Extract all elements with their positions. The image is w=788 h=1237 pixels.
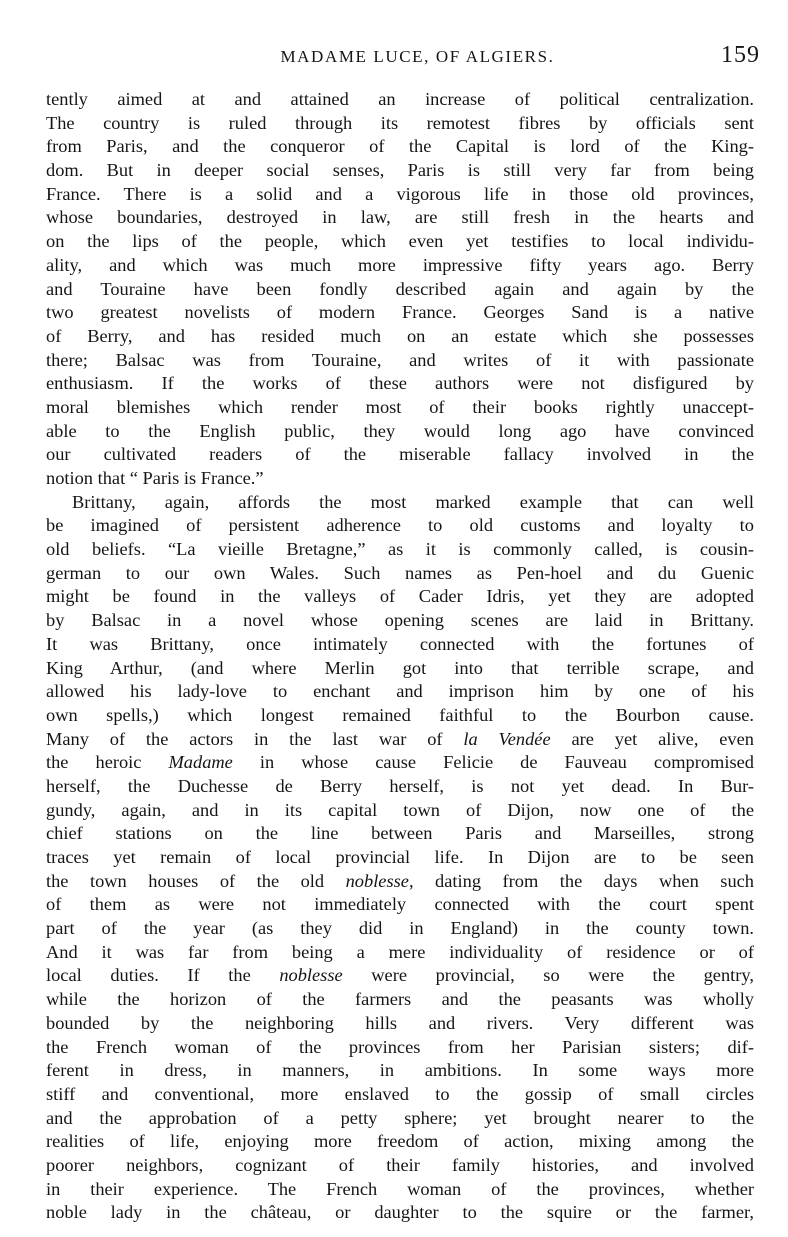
paragraph	[46, 88, 754, 491]
text-line: herself, the Duchesse de Berry herself, is not yet dead. In Bur-	[46, 775, 754, 796]
paragraph	[46, 491, 754, 1225]
text-line: part of the year (as they did in England) in the county town.	[46, 918, 754, 939]
text-line: might be found in the valleys of Cader Idris, yet they are adopted	[46, 586, 754, 607]
text-line: and Touraine have been fondly described again and again by the	[46, 278, 754, 299]
text-line: own spells,) which longest remained faithful to the Bourbon cause.	[46, 704, 754, 725]
text-line: ality, and which was much more impressive fifty years ago. Berry	[46, 254, 754, 275]
text-line: poorer neighbors, cognizant of their family histories, and involved	[46, 1154, 754, 1175]
text-line: realities of life, enjoying more freedom of action, mixing among the	[46, 1131, 754, 1152]
text-line: France. There is a solid and a vigorous life in those old provinces,	[46, 183, 754, 204]
text-line: from Paris, and the conqueror of the Capital is lord of the King-	[46, 136, 754, 157]
text-line: moral blemishes which render most of their books rightly unaccept-	[46, 396, 754, 417]
text-line: of them as were not immediately connected with the court spent	[46, 894, 754, 915]
text-line: by Balsac in a novel whose opening scenes are laid in Brittany.	[46, 610, 754, 631]
text-line: of Berry, and has resided much on an estate which she possesses	[46, 325, 754, 346]
text-line: able to the English public, they would long ago have convinced	[46, 420, 754, 441]
page-number: 159	[721, 42, 760, 68]
text-line: be imagined of persistent adherence to old customs and loyalty to	[46, 515, 754, 536]
text-line: and the approbation of a petty sphere; yet brought nearer to the	[46, 1107, 754, 1128]
text-line: gundy, again, and in its capital town of Dijon, now one of the	[46, 799, 754, 820]
text-line: in their experience. The French woman of the provinces, whether	[46, 1178, 754, 1199]
text-line: The country is ruled through its remotest fibres by officials sent	[46, 112, 754, 133]
text-line: our cultivated readers of the miserable fallacy involved in the	[46, 444, 754, 465]
text-line: while the horizon of the farmers and the peasants was wholly	[46, 989, 754, 1010]
text-line: there; Balsac was from Touraine, and writes of it with passionate	[46, 349, 754, 370]
text-line: bounded by the neighboring hills and rivers. Very different was	[46, 1012, 754, 1033]
text-line: notion that “ Paris is France.”	[46, 468, 264, 488]
text-line: It was Brittany, once intimately connected with the fortunes of	[46, 633, 754, 654]
text-line: Brittany, again, affords the most marked example that can well	[72, 491, 754, 512]
text-line: traces yet remain of local provincial life. In Dijon are to be seen	[46, 847, 754, 867]
text-line: noble lady in the château, or daughter to the squire or the farmer,	[46, 1202, 754, 1223]
running-title: MADAME LUCE, OF ALGIERS.	[280, 47, 555, 66]
text-line: the heroic Madame in whose cause Felicie de Fauveau compromised	[46, 752, 754, 773]
text-line: Many of the actors in the last war of la Vendée are yet alive, even	[46, 728, 754, 749]
text-line: on the lips of the people, which even yet testifies to local individu-	[46, 231, 754, 252]
text-line: King Arthur, (and where Merlin got into that terrible scrape, and	[46, 657, 754, 678]
text-line: And it was far from being a mere individuality of residence or of	[46, 941, 754, 962]
text-line: old beliefs. “La vieille Bretagne,” as it is commonly called, is cousin-	[46, 539, 754, 560]
text-line: the town houses of the old noblesse, dating from the days when such	[46, 870, 754, 891]
text-line: enthusiasm. If the works of these authors were not disfigured by	[46, 373, 754, 394]
text-line: german to our own Wales. Such names as Pen-hoel and du Guenic	[46, 562, 754, 583]
body-text	[46, 88, 754, 1225]
text-line: dom. But in deeper social senses, Paris is still very far from being	[46, 160, 754, 181]
text-line: tently aimed at and attained an increase of political centralization.	[46, 89, 754, 109]
text-line: two greatest novelists of modern France. Georges Sand is a native	[46, 302, 754, 323]
text-line: allowed his lady-love to enchant and imprison him by one of his	[46, 681, 754, 702]
text-line: chief stations on the line between Paris and Marseilles, strong	[46, 823, 754, 844]
text-line: stiff and conventional, more enslaved to the gossip of small circles	[46, 1083, 754, 1104]
text-line: whose boundaries, destroyed in law, are still fresh in the hearts and	[46, 207, 754, 228]
text-line: the French woman of the provinces from her Parisian sisters; dif-	[46, 1036, 754, 1057]
running-head	[44, 42, 760, 72]
text-line: local duties. If the noblesse were provincial, so were the gentry,	[46, 965, 754, 986]
text-line: ferent in dress, in manners, in ambitions. In some ways more	[46, 1060, 754, 1081]
